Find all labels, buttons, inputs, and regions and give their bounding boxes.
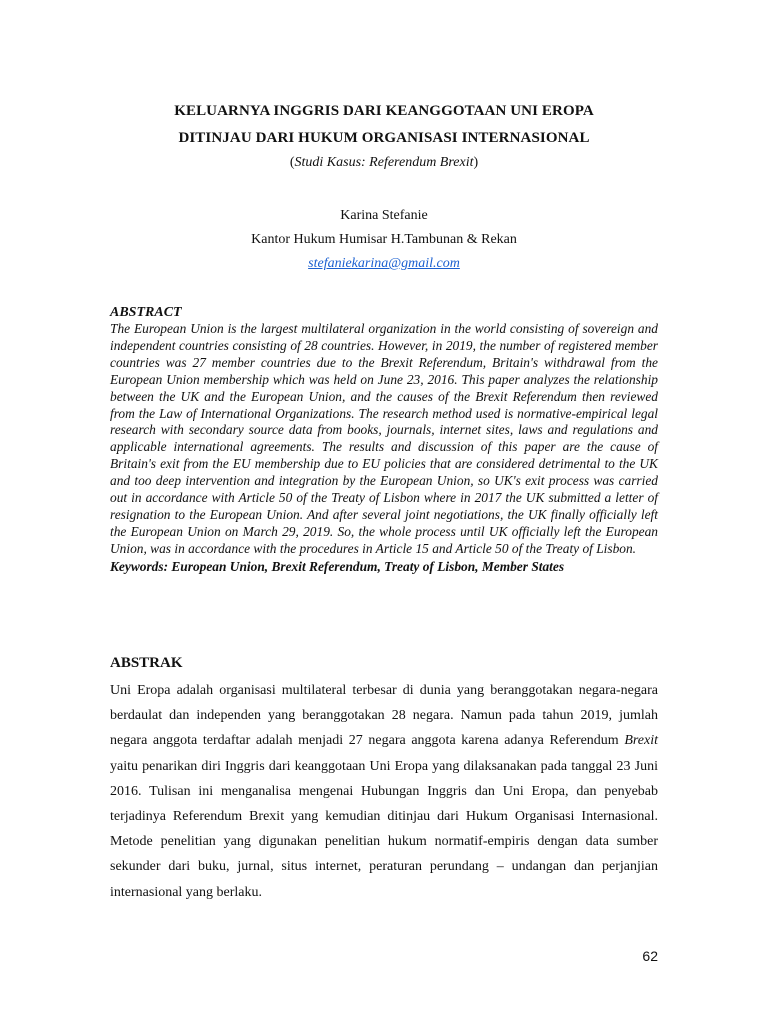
abstract-heading: ABSTRACT xyxy=(110,305,182,320)
author-name: Karina Stefanie xyxy=(340,208,428,223)
page-number: 62 xyxy=(642,948,658,964)
subtitle-open: ( xyxy=(289,155,295,170)
title-block xyxy=(0,98,768,174)
abstrak-text-1: Uni Eropa adalah organisasi multilateral terbesar di dunia yang beranggotakan negara-negara berdaulat dan independen yang beranggotakan 28 negara. Namun pada tahun 2019, jumlah negara anggota terdaftar adalah menjadi 27 negara anggota karena adanya Referendum xyxy=(110,683,658,749)
title-line-2: DITINJAU DARI HUKUM ORGANISASI INTERNASIONAL xyxy=(178,130,590,146)
title-line-1: KELUARNYA INGGRIS DARI KEANGGOTAAN UNI EROPA xyxy=(174,103,594,119)
author-email-link[interactable]: stefaniekarina@gmail.com xyxy=(308,256,460,271)
keywords: Keywords: European Union, Brexit Referendum, Treaty of Lisbon, Member States xyxy=(110,558,565,574)
subtitle xyxy=(0,152,768,174)
abstrak-brexit-term: Brexit xyxy=(624,733,658,749)
abstrak-heading: ABSTRAK xyxy=(110,655,183,671)
abstrak-body xyxy=(110,678,658,905)
subtitle-close: ) xyxy=(473,155,479,170)
abstract-section xyxy=(110,304,658,575)
abstract-body: The European Union is the largest multilateral organization in the world consisting of sovereign and independent countries consisting of 28 countries. However, in 2019, the number of registered member countries was 27 member countries due to the Brexit Referendum, Britain's withdrawal from the European Union membership which was held on June 23, 2016. This paper analyzes the relationship between the UK and the European Union, and the causes of the Brexit Referendum then reviewed from the Law of International Organizations. The research method used is normative-empirical legal research with secondary source data from books, journals, internet sites, laws and regulations and applicable international agreements. The results and discussion of this paper are the cause of Britain's exit from the EU membership due to EU policies that are considered detrimental to the UK and too deep intervention and integration by the European Union, so UK's exit process was carried out in accordance with Article 50 of the Treaty of Lisbon where in 2017 the UK submitted a letter of resignation to the European Union. And after several joint negotiations, the UK finally officially left the European Union on March 29, 2019. So, the whole process until UK officially left the European Union, was in accordance with the procedures in Article 15 and Article 50 of the Treaty of Lisbon. xyxy=(110,321,658,556)
abstrak-text-2: yaitu penarikan diri Inggris dari keanggotaan Uni Eropa yang dilaksanakan pada tanggal 23 Juni 2016. Tulisan ini menganalisa mengenai Hubungan Inggris dan Uni Eropa, dan penyebab terjadinya Referendum Brexit yang kemudian ditinjau dari Hukum Organisasi Internasional. Metode penelitian yang digunakan penelitian hukum normatif-empiris dengan data sumber sekunder dari buku, jurnal, situs internet, peraturan perundang – undangan dan perjanjian internasional yang berlaku. xyxy=(110,758,658,900)
subtitle-text: Studi Kasus: Referendum Brexit xyxy=(294,155,474,170)
author-affiliation: Kantor Hukum Humisar H.Tambunan & Rekan xyxy=(251,232,517,247)
abstrak-section xyxy=(110,652,658,905)
author-block xyxy=(0,204,768,276)
